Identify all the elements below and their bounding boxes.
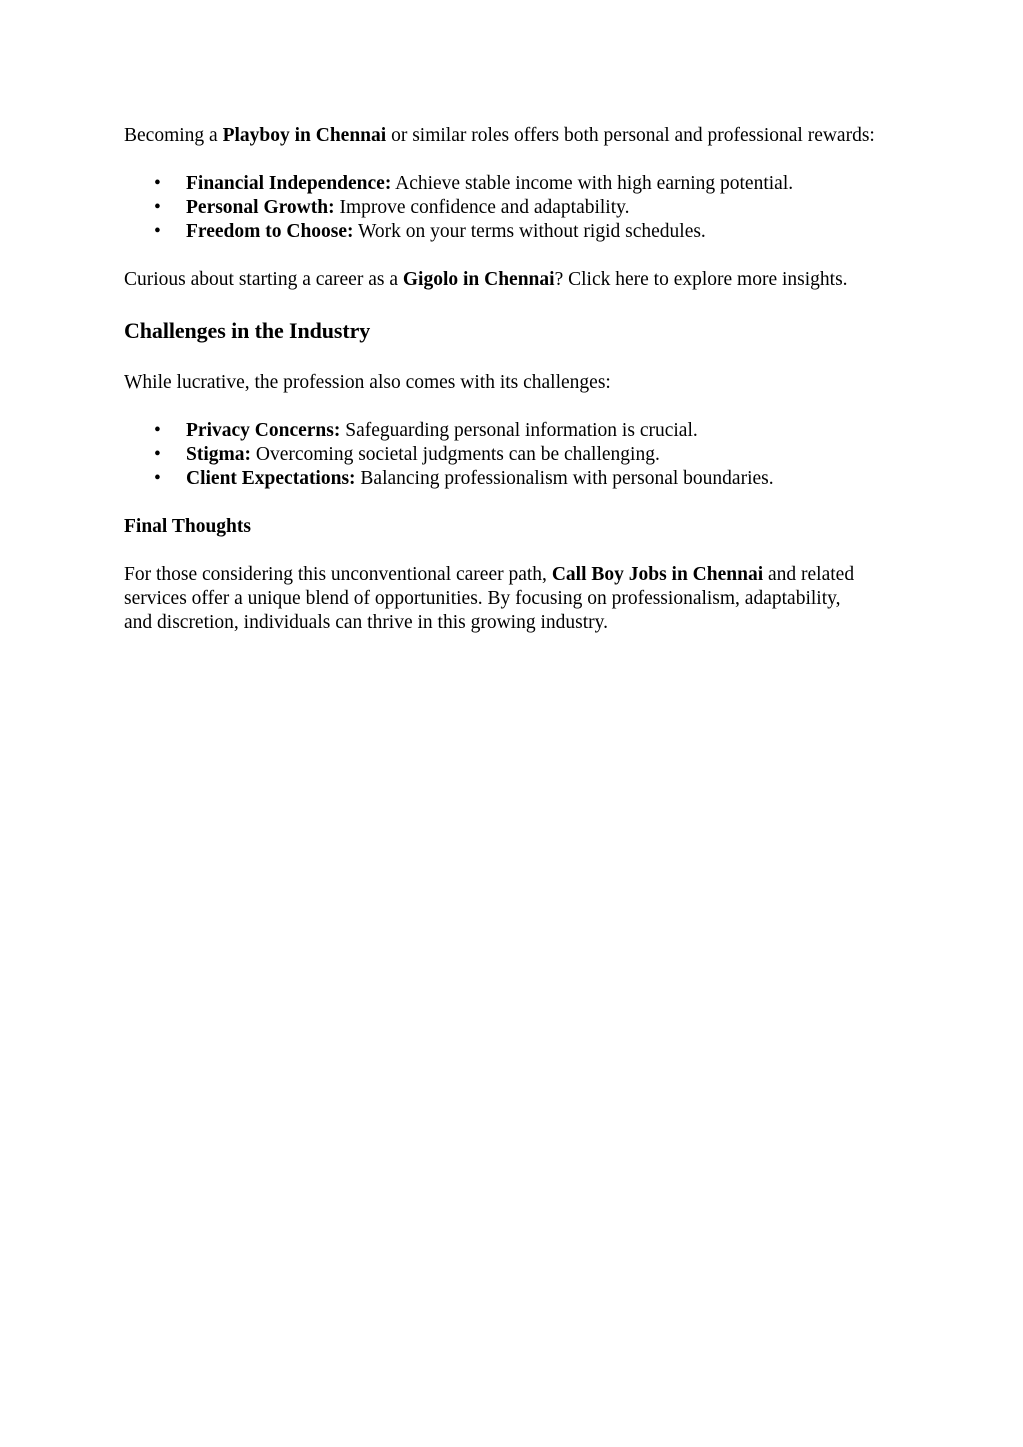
list-item — [124, 467, 914, 491]
benefits-list — [124, 172, 914, 244]
curious-bold: Gigolo in Chennai — [402, 269, 555, 290]
challenge-label: Privacy Concerns: — [186, 420, 341, 441]
challenge-text: Safeguarding personal information is crucial. — [340, 420, 698, 441]
bullet-icon: • — [154, 197, 161, 218]
list-item — [124, 220, 914, 244]
challenges-heading: Challenges in the Industry — [124, 318, 371, 343]
challenges-intro: While lucrative, the profession also comes with its challenges: — [124, 372, 611, 393]
list-item — [124, 196, 914, 220]
document-page — [124, 124, 914, 635]
benefit-text: Improve confidence and adaptability. — [334, 197, 630, 218]
challenges-list — [124, 419, 914, 491]
final-line2: services offer a unique blend of opportunities. By focusing on professionalism, adaptability, — [124, 588, 841, 609]
final-line3: and discretion, individuals can thrive in this growing industry. — [124, 612, 608, 633]
bullet-icon: • — [154, 468, 161, 489]
challenge-label: Client Expectations: — [186, 468, 356, 489]
final-paragraph — [124, 563, 914, 635]
benefit-label: Financial Independence: — [186, 173, 392, 194]
benefit-label: Personal Growth: — [186, 197, 335, 218]
challenge-text: Balancing professionalism with personal boundaries. — [355, 468, 774, 489]
challenge-label: Stigma: — [186, 444, 251, 465]
intro-suffix: or similar roles offers both personal and professional rewards: — [386, 125, 875, 146]
intro-paragraph — [124, 124, 914, 148]
bullet-icon: • — [154, 444, 161, 465]
curious-suffix: ? Click here to explore more insights. — [554, 269, 848, 290]
curious-prefix: Curious about starting a career as a — [124, 269, 403, 290]
bullet-icon: • — [154, 173, 161, 194]
list-item — [124, 172, 914, 196]
benefit-text: Achieve stable income with high earning potential. — [391, 173, 794, 194]
final-line1-suffix: and related — [763, 564, 855, 585]
benefit-label: Freedom to Choose: — [186, 221, 354, 242]
final-prefix: For those considering this unconventional career path, — [124, 564, 552, 585]
challenge-text: Overcoming societal judgments can be challenging. — [251, 444, 660, 465]
curious-paragraph — [124, 268, 914, 292]
bullet-icon: • — [154, 221, 161, 242]
final-bold: Call Boy Jobs in Chennai — [551, 564, 764, 585]
bullet-icon: • — [154, 420, 161, 441]
list-item — [124, 443, 914, 467]
intro-bold: Playboy in Chennai — [222, 125, 387, 146]
list-item — [124, 419, 914, 443]
final-heading: Final Thoughts — [124, 516, 251, 537]
intro-prefix: Becoming a — [124, 125, 223, 146]
benefit-text: Work on your terms without rigid schedules. — [353, 221, 706, 242]
